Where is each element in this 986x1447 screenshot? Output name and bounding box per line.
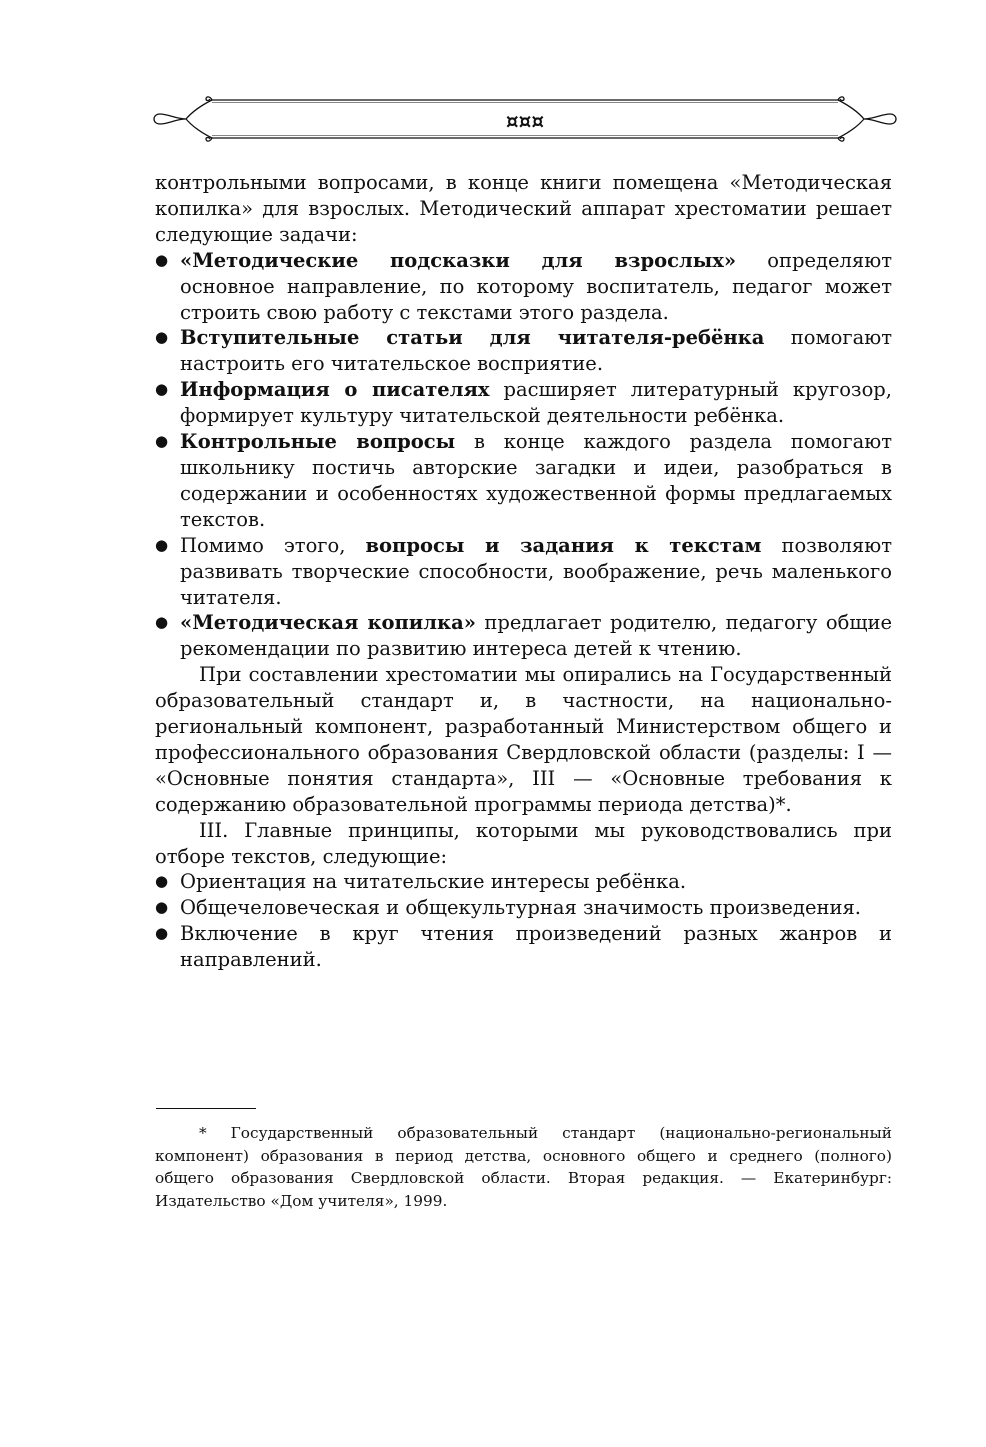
principle-item-3: ● Включение в круг чтения произведений разных жанров и направлений. bbox=[155, 922, 892, 972]
bullet-icon: ● bbox=[155, 535, 169, 554]
bullet-icon: ● bbox=[155, 380, 169, 399]
task-item-2: ● Вступительные статьи для читателя-ребёнка помогают настроить его читательское восприятие. bbox=[155, 326, 892, 376]
footnote bbox=[155, 1122, 892, 1213]
ornamental-frame-icon bbox=[150, 92, 900, 144]
footnote-divider bbox=[156, 1108, 256, 1109]
header-ornament-glyphs: ¤¤¤ bbox=[505, 109, 545, 133]
task-item-3: ● Информация о писателях расширяет литературный кругозор, формирует культуру читательской деятельности ребёнка. bbox=[155, 378, 892, 428]
main-text bbox=[155, 170, 892, 973]
principle-item-2: ● Общечеловеческая и общекультурная значимость произведения. bbox=[155, 896, 862, 920]
task-item-6: ● «Методическая копилка» предлагает родителю, педагогу общие рекомендации по развитию интереса детей к чтению. bbox=[155, 611, 892, 661]
bullet-icon: ● bbox=[155, 250, 169, 269]
task-item-5: ● Помимо этого, вопросы и задания к текстам позволяют развивать творческие способности, воображение, речь маленького читателя. bbox=[155, 533, 892, 609]
header-ornament bbox=[150, 92, 900, 144]
standard-paragraph: При составлении хрестоматии мы опирались на Государственный образовательный стандарт и, в частности, на национально-региональный компонент, разработанный Министерством общего и профессионального образования Свердловской области (разделы: I — «Основные понятия стандарта», III — «Основные требования к содержанию образовательной программы периода детства)*. bbox=[155, 663, 892, 816]
task-item-1: ● «Методические подсказки для взрослых» определяют основное направление, по которому воспитатель, педагог может строить свою работу с текстами этого раздела. bbox=[155, 248, 892, 324]
bullet-icon: ● bbox=[155, 924, 169, 943]
principles-paragraph: III. Главные принципы, которыми мы руководствовались при отборе текстов, следующие: bbox=[155, 818, 892, 868]
task-item-4: ● Контрольные вопросы в конце каждого раздела помогают школьнику постичь авторские загадки и идеи, разобраться в содержании и особенностях художественной формы предлагаемых текстов. bbox=[155, 430, 892, 531]
footnote-text: * Государственный образовательный стандарт (национально-региональный компонент) образования в период детства, основного общего и среднего (полного) общего образования Свердловской области. Вторая редакция. — Екатеринбург: Издательство «Дом учителя», 1999. bbox=[155, 1124, 892, 1211]
bullet-icon: ● bbox=[155, 872, 169, 891]
intro-paragraph: контрольными вопросами, в конце книги помещена «Методическая копилка» для взрослых. Методический аппарат хрестоматии решает следующие задачи: bbox=[155, 171, 892, 246]
bullet-icon: ● bbox=[155, 432, 169, 451]
bullet-icon: ● bbox=[155, 898, 169, 917]
principle-item-1: ● Ориентация на читательские интересы ребёнка. bbox=[155, 870, 687, 894]
bullet-icon: ● bbox=[155, 328, 169, 347]
bullet-icon: ● bbox=[155, 613, 169, 632]
